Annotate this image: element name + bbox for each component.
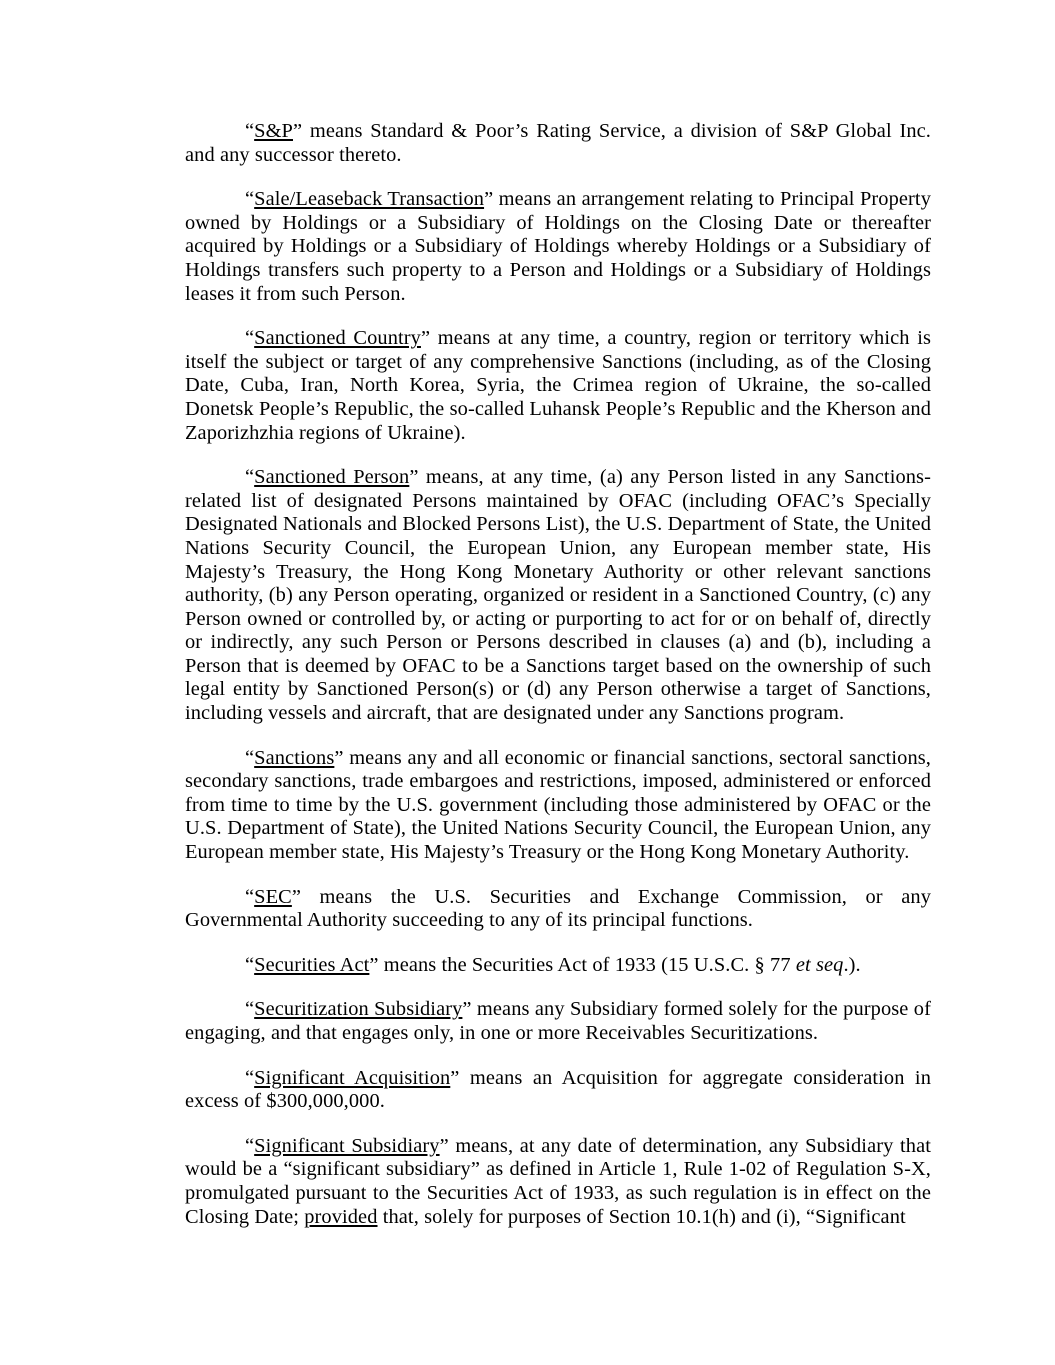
paragraph-4 [185, 747, 931, 865]
text-run: “ [245, 998, 255, 1021]
paragraph-6 [185, 954, 931, 978]
text-run: “ [245, 1134, 255, 1157]
text-run: “ [245, 188, 255, 211]
text-run: ” means, at any time, (a) any Person listed in any Sanctions-related list of designated Persons maintained by OFAC (including OFAC’s Specially Designated Nationals and Blocked Persons List), the U.S. Department of State, the United Nations Security Council, the European Union, any European member state, His Majesty’s Treasury, the Hong Kong Monetary Authority or other relevant sanctions authority, (b) any Person operating, organized or resident in a Sanctioned Country, (c) any Person owned or controlled by, or acting or purporting to act for or on behalf of, directly or indirectly, any such Person or Persons described in clauses (a) and (b), including a Person that is deemed by OFAC to be a Sanctions target based on the ownership of such legal entity by Sanctioned Person(s) or (d) any Person otherwise a target of Sanctions, including vessels and aircraft, that are designated under any Sanctions program. [185, 466, 931, 725]
text-run: “ [245, 120, 255, 142]
text-run: ” means, at any date of determination, any Subsidiary that would be a “significant subsidiary” as defined in Article 1, Rule 1-02 of Regulation S-X, promulgated pursuant to the Securities Act of 1933, as such regulation is in effect on the Closing Date; [185, 1134, 931, 1228]
defined-term: Significant Acquisition [254, 1066, 451, 1089]
text-run: “ [245, 466, 255, 489]
defined-term: Significant Subsidiary [254, 1134, 440, 1157]
text-run: .). [843, 953, 861, 976]
defined-term: Securities Act [254, 953, 370, 976]
defined-term: S&P [254, 120, 293, 142]
paragraph-8 [185, 1067, 931, 1114]
document-text-block [185, 120, 931, 1229]
defined-term: SEC [254, 885, 292, 908]
paragraph-3 [185, 466, 931, 726]
defined-term: Sanctions [254, 746, 335, 769]
defined-term: Sanctioned Person [254, 466, 410, 489]
text-run: et seq [795, 953, 844, 976]
paragraph-5 [185, 886, 931, 933]
text-run: “ [245, 885, 255, 908]
defined-term: Sale/Leaseback Transaction [254, 188, 485, 211]
paragraph-2 [185, 327, 931, 445]
defined-term: Sanctioned Country [254, 327, 421, 350]
text-run: provided [304, 1205, 378, 1228]
text-run: ” means the U.S. Securities and Exchange Commission, or any Governmental Authority succeeding to any of its principal functions. [185, 885, 931, 932]
text-run: ” means at any time, a country, region or territory which is itself the subject or target of any comprehensive Sanctions (including, as of the Closing Date, Cuba, Iran, North Korea, Syria, the Crimea region of Ukraine, the so-called Donetsk People’s Republic, the so-called Luhansk People’s Republic and the Kherson and Zaporizhzhia regions of Ukraine). [185, 327, 932, 444]
paragraph-9 [185, 1135, 931, 1229]
paragraph-7 [185, 998, 931, 1045]
defined-term: Securitization Subsidiary [254, 998, 463, 1021]
text-run: “ [245, 953, 255, 976]
text-run: “ [245, 327, 255, 350]
text-run: ” means any and all economic or financial sanctions, sectoral sanctions, secondary sanctions, trade embargoes and restrictions, imposed, administered or enforced from time to time by the U.S. government (including those administered by OFAC or the U.S. Department of State), the United Nations Security Council, the European Union, any European member state, His Majesty’s Treasury or the Hong Kong Monetary Authority. [185, 746, 931, 864]
text-run: “ [245, 1066, 255, 1089]
paragraph-0 [185, 120, 931, 167]
text-run: “ [245, 746, 255, 769]
text-run: ” means an arrangement relating to Principal Property owned by Holdings or a Subsidiary of Holdings on the Closing Date or thereafter acquired by Holdings or a Subsidiary of Holdings whereby Holdings or a Subsidiary of Holdings transfers such property to a Person and Holdings or a Subsidiary of Holdings leases it from such Person. [185, 188, 931, 305]
paragraph-1 [185, 188, 931, 306]
text-run: ” means an Acquisition for aggregate consideration in excess of $300,000,000. [185, 1066, 931, 1113]
text-run: ” means any Subsidiary formed solely for the purpose of engaging, and that engages only, in one or more Receivables Securitizations. [185, 998, 931, 1044]
text-run: ” means Standard & Poor’s Rating Service, a division of S&P Global Inc. and any successor thereto. [185, 120, 931, 166]
text-run: that, solely for purposes of Section 10.1(h) and (i), “Significant [377, 1205, 906, 1228]
text-run: ” means the Securities Act of 1933 (15 U.S.C. § 77 [369, 953, 796, 976]
